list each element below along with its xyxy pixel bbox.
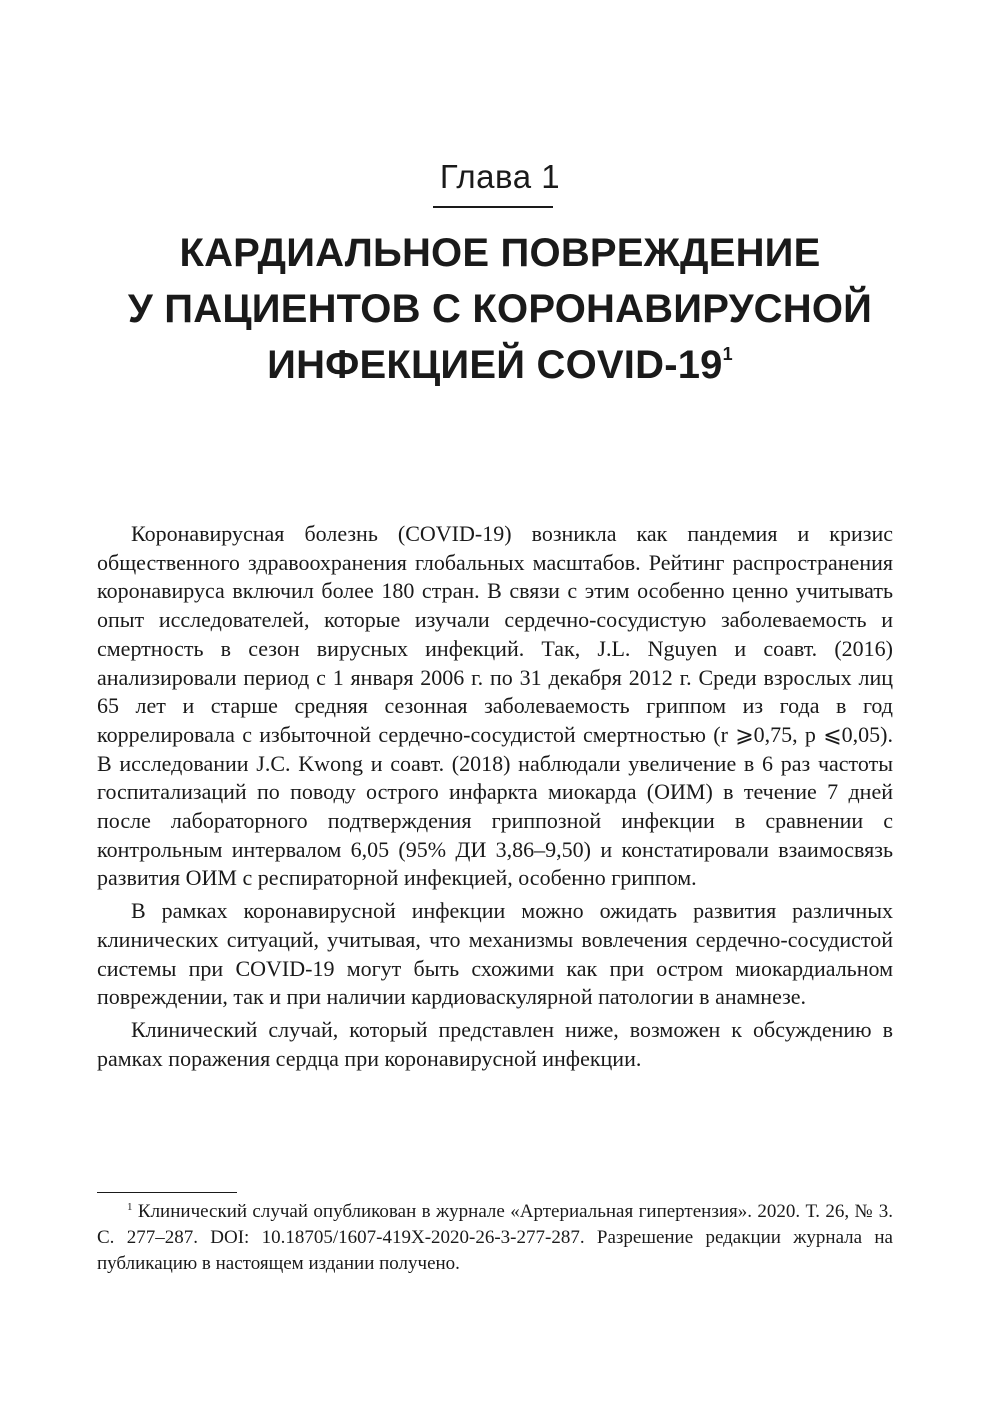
title-line-1: КАРДИАЛЬНОЕ ПОВРЕЖДЕНИЕ: [179, 231, 821, 275]
title-footnote-mark: 1: [722, 344, 733, 364]
paragraph-3: Клинический случай, который представлен ниже, возможен к обсуждению в рамках поражения сердца при коронавирусной инфекции.: [97, 1016, 893, 1071]
paragraph-1: Коронавирусная болезнь (COVID-19) возникла как пандемия и кризис общественного здравоохранения глобальных масштабов. Рейтинг распространения коронавируса включил более 180 стран. В связи с этим особенно ценно учитывать опыт исследователей, которые изучали сердечно-сосудистую заболеваемость и смертность в сезон вирусных инфекций. Так, J.L. Nguyen и соавт. (2016) анализировали период с 1 января 2006 г. по 31 декабря 2012 г. Среди взрослых лиц 65 лет и старше средняя сезонная заболеваемость гриппом из года в год коррелировала с избыточной сердечно-сосудистой смертностью (r ⩾0,75, p ⩽0,05). В исследовании J.C. Kwong и соавт. (2018) наблюдали увеличение в 6 раз частоты госпитализаций по поводу острого инфаркта миокарда (ОИМ) в течение 7 дней после лабораторного подтверждения гриппозной инфекции в сравнении с контрольным интервалом 6,05 (95% ДИ 3,86–9,50) и констатировали взаимосвязь развития ОИМ с респираторной инфекцией, особенно гриппом.: [97, 521, 893, 891]
chapter-underline: [433, 206, 553, 208]
paragraph-2: В рамках коронавирусной инфекции можно ожидать развития различных клинических ситуаций, учитывая, что механизмы вовлечения сердечно-сосудистой системы при COVID-19 могут быть схожими как при остром миокардиальном повреждении, так и при наличии кардиоваскулярной патологии в анамнезе.: [97, 898, 893, 1010]
title-line-3-text: ИНФЕКЦИЕЙ COVID-19: [267, 343, 723, 387]
title-line-2: У ПАЦИЕНТОВ С КОРОНАВИРУСНОЙ: [127, 287, 873, 331]
footnote-text: Клинический случай опубликован в журнале «Артериальная гипертензия». 2020. Т. 26, № 3. С. 277–287. DOI: 10.18705/1607-419X-2020-26-3-277-287. Разрешение редакции журнала на публикацию в настоящем издании получено.: [97, 1201, 893, 1274]
footnote-mark: 1: [127, 1201, 133, 1213]
body-text: [97, 520, 893, 1077]
footnote: [97, 1199, 893, 1277]
footnote-separator: [97, 1192, 237, 1193]
chapter-title: [0, 225, 1000, 393]
title-line-3: [0, 337, 1000, 393]
chapter-label: Глава 1: [439, 158, 561, 195]
